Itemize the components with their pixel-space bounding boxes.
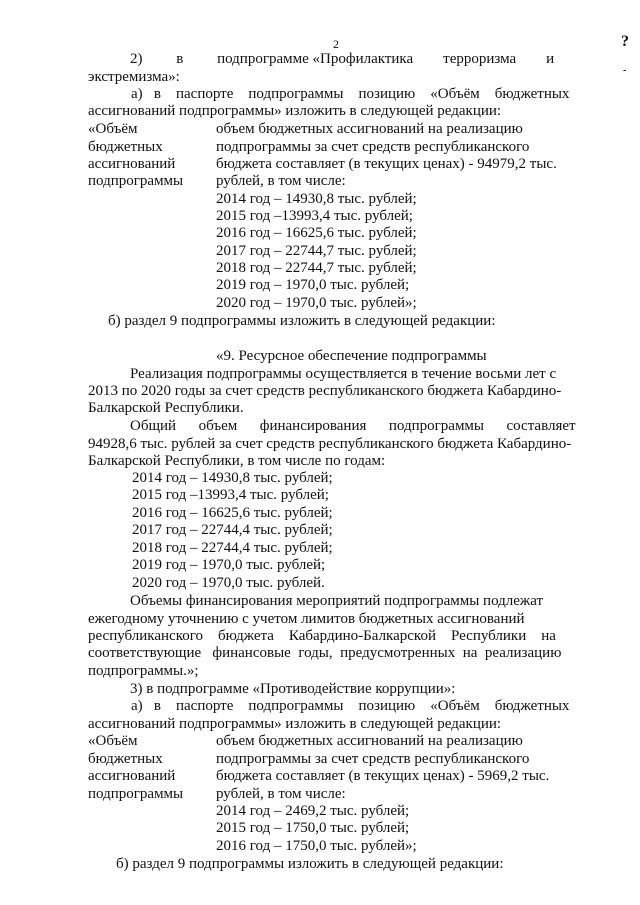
text-line: республиканского бюджета Кабардино-Балкарской Республики на [88, 628, 556, 644]
year-amount: 2019 год – 1970,0 тыс. рублей; [132, 557, 326, 573]
year-amount: 2014 год – 14930,8 тыс. рублей; [132, 470, 333, 486]
year-amount: 2015 год –13993,4 тыс. рублей; [216, 208, 413, 224]
year-amount: 2016 год – 16625,6 тыс. рублей; [216, 225, 417, 241]
year-amount: 2015 год – 1750,0 тыс. рублей; [216, 820, 410, 836]
year-amount: 2020 год – 1970,0 тыс. рублей»; [216, 295, 417, 311]
margin-mark-top: ? [621, 33, 629, 50]
text-line: 2) в подпрограмме «Профилактика терроризма и [130, 51, 555, 67]
year-amount: 2019 год – 1970,0 тыс. рублей; [216, 277, 410, 293]
text-line: 94928,6 тыс. рублей за счет средств республиканского бюджета Кабардино- [88, 436, 572, 452]
table-value: бюджета составляет (в текущих ценах) - 94979,2 тыс. [216, 156, 557, 172]
text-line: ассигнований подпрограммы» изложить в следующей редакции: [88, 103, 502, 119]
table-value: рублей, в том числе: [216, 786, 346, 802]
table-value: подпрограммы за счет средств республиканского [216, 751, 530, 767]
year-amount: 2018 год – 22744,7 тыс. рублей; [216, 260, 417, 276]
table-value: рублей, в том числе: [216, 173, 346, 189]
year-amount: 2017 год – 22744,7 тыс. рублей; [216, 243, 417, 259]
year-amount: 2014 год – 14930,8 тыс. рублей; [216, 191, 417, 207]
text-line: Объемы финансирования мероприятий подпрограммы подлежат [130, 593, 544, 609]
table-label: ассигнований [88, 156, 176, 172]
text-line: б) раздел 9 подпрограммы изложить в следующей редакции: [116, 856, 504, 872]
table-label: «Объём [88, 733, 138, 749]
table-label: ассигнований [88, 768, 176, 784]
year-amount: 2018 год – 22744,4 тыс. рублей; [132, 540, 333, 556]
table-value: подпрограммы за счет средств республиканского [216, 139, 530, 155]
text-line: ежегодному уточнению с учетом лимитов бюджетных ассигнований [88, 611, 525, 627]
text-line: ассигнований подпрограммы» изложить в следующей редакции: [88, 716, 502, 732]
text-line: 3) в подпрограмме «Противодействие коррупции»: [130, 681, 456, 697]
margin-mark-bottom: - [623, 65, 627, 76]
text-line: 2013 по 2020 годы за счет средств республиканского бюджета Кабардино- [88, 383, 562, 399]
table-label: «Объём [88, 121, 138, 137]
page-number: 2 [333, 37, 339, 51]
table-label: бюджетных [88, 139, 163, 155]
text-line: подпрограммы.»; [88, 663, 199, 679]
text-line: Балкарской Республики, в том числе по годам: [88, 453, 386, 469]
year-amount: 2016 год – 1750,0 тыс. рублей»; [216, 838, 417, 854]
table-value: объем бюджетных ассигнований на реализацию [216, 121, 523, 137]
table-label: подпрограммы [88, 173, 184, 189]
text-line: б) раздел 9 подпрограммы изложить в следующей редакции: [108, 313, 496, 329]
year-amount: 2015 год –13993,4 тыс. рублей; [132, 487, 329, 503]
text-line: соответствующие финансовые годы, предусмотренных на реализацию [88, 645, 562, 661]
text-line: а) в паспорте подпрограммы позицию «Объём бюджетных [131, 698, 570, 714]
year-amount: 2017 год – 22744,4 тыс. рублей; [132, 522, 333, 538]
year-amount: 2020 год – 1970,0 тыс. рублей. [132, 575, 325, 591]
year-amount: 2014 год – 2469,2 тыс. рублей; [216, 803, 410, 819]
text-line: Общий объем финансирования подпрограммы составляет [130, 418, 576, 434]
table-value: объем бюджетных ассигнований на реализацию [216, 733, 523, 749]
text-line: экстремизма»: [88, 69, 180, 85]
table-value: бюджета составляет (в текущих ценах) - 5969,2 тыс. [216, 768, 550, 784]
table-label: бюджетных [88, 751, 163, 767]
table-label: подпрограммы [88, 786, 184, 802]
text-line: Реализация подпрограммы осуществляется в течение восьми лет с [130, 366, 557, 382]
section-heading: «9. Ресурсное обеспечение подпрограммы [216, 348, 487, 364]
text-line: а) в паспорте подпрограммы позицию «Объём бюджетных [131, 86, 570, 102]
text-line: Балкарской Республики. [88, 400, 244, 416]
year-amount: 2016 год – 16625,6 тыс. рублей; [132, 505, 333, 521]
